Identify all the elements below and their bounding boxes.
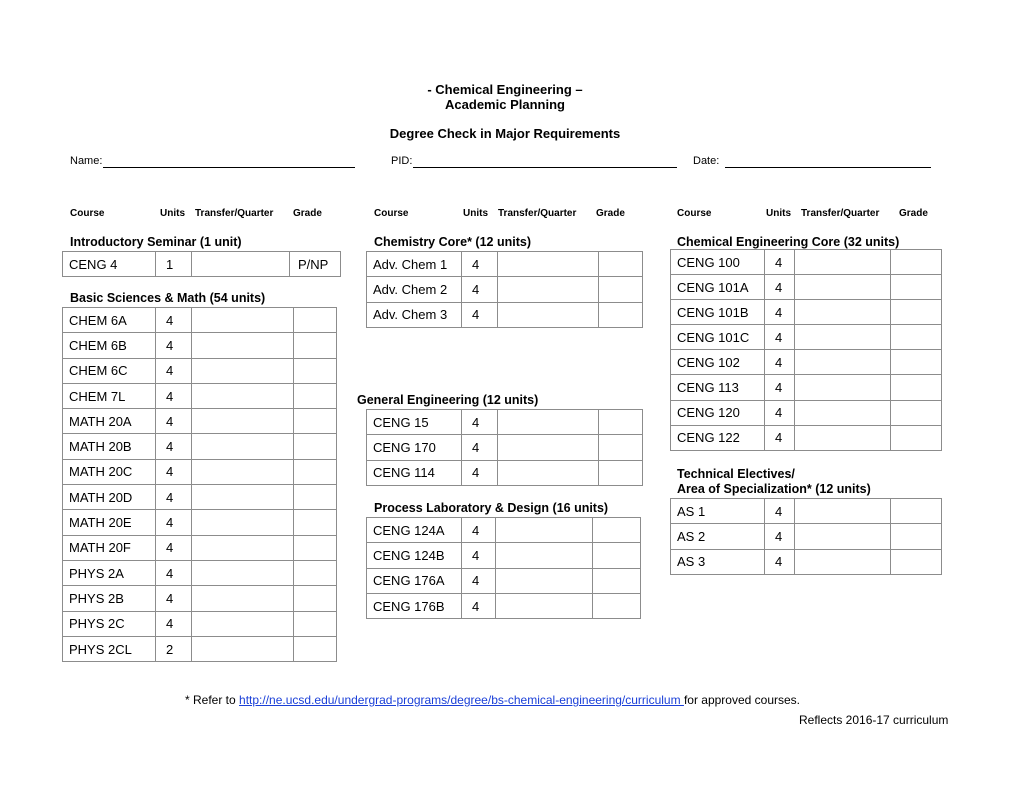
table-row — [63, 434, 337, 459]
units-cell: 4 — [156, 485, 192, 510]
table-row — [671, 250, 942, 275]
course-cell: MATH 20F — [63, 535, 156, 560]
table-row — [671, 275, 942, 300]
transfer-cell[interactable] — [192, 560, 294, 585]
grade-cell[interactable] — [891, 350, 942, 375]
pid-label: PID: — [391, 155, 413, 167]
table-row — [63, 383, 337, 408]
table-row — [671, 549, 942, 574]
grade-cell[interactable] — [593, 543, 641, 568]
units-cell: 4 — [462, 568, 496, 593]
transfer-cell[interactable] — [795, 375, 891, 400]
table-row — [671, 425, 942, 450]
units-cell: 4 — [156, 409, 192, 434]
footnote — [185, 693, 800, 707]
grade-cell[interactable] — [599, 302, 643, 327]
col-units: Units — [463, 208, 488, 219]
course-cell: CHEM 6A — [63, 308, 156, 333]
curriculum-link[interactable]: http://ne.ucsd.edu/undergrad-programs/degree/bs-chemical-engineering/curriculum — [239, 693, 684, 707]
grade-cell[interactable] — [294, 459, 337, 484]
table-gen-eng — [366, 409, 643, 486]
col-units: Units — [766, 208, 791, 219]
units-cell: 4 — [156, 510, 192, 535]
date-field[interactable] — [725, 167, 931, 168]
units-cell: 4 — [156, 434, 192, 459]
grade-cell[interactable] — [294, 510, 337, 535]
table-intro — [62, 251, 341, 277]
transfer-cell[interactable] — [496, 518, 593, 543]
course-cell: CENG 4 — [63, 252, 156, 277]
units-cell: 4 — [156, 535, 192, 560]
course-cell: PHYS 2C — [63, 611, 156, 636]
course-cell: MATH 20D — [63, 485, 156, 510]
units-cell: 4 — [765, 250, 795, 275]
course-cell: PHYS 2CL — [63, 636, 156, 661]
grade-cell[interactable] — [294, 560, 337, 585]
grade-cell[interactable] — [599, 460, 643, 485]
grade-cell[interactable] — [599, 435, 643, 460]
transfer-cell[interactable] — [192, 252, 290, 277]
name-field[interactable] — [103, 167, 355, 168]
table-row — [367, 460, 643, 485]
transfer-cell[interactable] — [192, 510, 294, 535]
course-cell: CENG 113 — [671, 375, 765, 400]
transfer-cell[interactable] — [795, 275, 891, 300]
grade-cell[interactable] — [593, 593, 641, 618]
course-cell: CENG 100 — [671, 250, 765, 275]
transfer-cell[interactable] — [795, 300, 891, 325]
units-cell: 4 — [462, 252, 498, 277]
section-title-process-lab: Process Laboratory & Design (16 units) — [374, 501, 609, 515]
grade-cell[interactable] — [891, 375, 942, 400]
curriculum-year-note: Reflects 2016-17 curriculum — [799, 713, 949, 727]
table-row — [367, 302, 643, 327]
grade-cell[interactable] — [294, 308, 337, 333]
section-title-basic: Basic Sciences & Math (54 units) — [70, 291, 266, 305]
grade-cell[interactable] — [294, 636, 337, 661]
table-row — [63, 485, 337, 510]
course-cell: AS 1 — [671, 499, 765, 524]
table-row — [367, 277, 643, 302]
units-cell: 4 — [765, 375, 795, 400]
table-row — [671, 300, 942, 325]
grade-cell[interactable] — [599, 410, 643, 435]
units-cell: 4 — [156, 333, 192, 358]
grade-cell[interactable] — [294, 611, 337, 636]
footnote-suffix: for approved courses. — [683, 693, 800, 707]
table-row — [63, 358, 337, 383]
grade-cell[interactable] — [891, 524, 942, 549]
table-process-lab — [366, 517, 641, 619]
transfer-cell[interactable] — [192, 308, 294, 333]
page-title-line1: - Chemical Engineering – — [427, 82, 583, 97]
transfer-cell[interactable] — [192, 485, 294, 510]
col-grade: Grade — [899, 208, 928, 219]
course-cell: Adv. Chem 3 — [367, 302, 462, 327]
units-cell: 4 — [462, 277, 498, 302]
transfer-cell[interactable] — [498, 435, 599, 460]
transfer-cell[interactable] — [795, 400, 891, 425]
table-row — [367, 252, 643, 277]
col-grade: Grade — [293, 208, 322, 219]
course-cell: CENG 176A — [367, 568, 462, 593]
table-row — [367, 410, 643, 435]
units-cell: 4 — [765, 325, 795, 350]
transfer-cell[interactable] — [795, 549, 891, 574]
transfer-cell[interactable] — [496, 593, 593, 618]
transfer-cell[interactable] — [192, 636, 294, 661]
units-cell: 4 — [462, 543, 496, 568]
table-row — [63, 510, 337, 535]
units-cell: 4 — [156, 308, 192, 333]
course-cell: CENG 120 — [671, 400, 765, 425]
table-row — [63, 560, 337, 585]
course-cell: Adv. Chem 1 — [367, 252, 462, 277]
table-row — [63, 333, 337, 358]
page-title-line2: Academic Planning — [445, 97, 565, 112]
units-cell: 4 — [462, 435, 498, 460]
course-cell: CENG 114 — [367, 460, 462, 485]
grade-cell[interactable] — [891, 250, 942, 275]
units-cell: 4 — [156, 383, 192, 408]
table-row — [63, 535, 337, 560]
course-cell: CHEM 6B — [63, 333, 156, 358]
table-tech-electives — [670, 498, 942, 575]
transfer-cell[interactable] — [192, 358, 294, 383]
col-grade: Grade — [596, 208, 625, 219]
course-cell: PHYS 2A — [63, 560, 156, 585]
date-label: Date: — [693, 155, 720, 167]
section-title-intro: Introductory Seminar (1 unit) — [70, 235, 242, 249]
transfer-cell[interactable] — [192, 611, 294, 636]
course-cell: CENG 101C — [671, 325, 765, 350]
units-cell: 4 — [462, 518, 496, 543]
section-title-chem-core: Chemistry Core* (12 units) — [374, 235, 531, 249]
col-transfer: Transfer/Quarter — [498, 208, 577, 219]
course-cell: MATH 20C — [63, 459, 156, 484]
table-row — [367, 518, 641, 543]
transfer-cell[interactable] — [795, 250, 891, 275]
course-cell: CENG 124B — [367, 543, 462, 568]
grade-cell[interactable] — [891, 325, 942, 350]
course-cell: CENG 15 — [367, 410, 462, 435]
section-title-tech-electives-line1: Technical Electives/ — [677, 467, 795, 481]
units-cell: 4 — [156, 358, 192, 383]
table-row — [671, 400, 942, 425]
table-row — [63, 611, 337, 636]
transfer-cell[interactable] — [192, 459, 294, 484]
course-cell: CENG 102 — [671, 350, 765, 375]
course-cell: CENG 101B — [671, 300, 765, 325]
page-subtitle: Degree Check in Major Requirements — [389, 126, 621, 141]
course-cell: MATH 20B — [63, 434, 156, 459]
table-row — [63, 409, 337, 434]
units-cell: 4 — [765, 400, 795, 425]
table-row — [63, 636, 337, 661]
grade-cell[interactable] — [294, 383, 337, 408]
units-cell: 4 — [462, 302, 498, 327]
table-row — [367, 568, 641, 593]
course-cell: CENG 176B — [367, 593, 462, 618]
units-cell: 4 — [765, 350, 795, 375]
units-cell: 4 — [462, 410, 498, 435]
grade-cell[interactable] — [891, 425, 942, 450]
table-row — [367, 435, 643, 460]
table-row — [671, 524, 942, 549]
grade-cell[interactable]: P/NP — [290, 252, 341, 277]
course-cell: CHEM 7L — [63, 383, 156, 408]
transfer-cell[interactable] — [795, 524, 891, 549]
grade-cell[interactable] — [294, 409, 337, 434]
grade-cell[interactable] — [891, 300, 942, 325]
col-course: Course — [374, 208, 409, 219]
col-units: Units — [160, 208, 185, 219]
units-cell: 1 — [156, 252, 192, 277]
table-row — [671, 499, 942, 524]
transfer-cell[interactable] — [498, 410, 599, 435]
units-cell: 4 — [462, 460, 498, 485]
grade-cell[interactable] — [593, 568, 641, 593]
col-course: Course — [677, 208, 712, 219]
grade-cell[interactable] — [891, 400, 942, 425]
transfer-cell[interactable] — [795, 325, 891, 350]
footnote-prefix: * Refer to — [185, 693, 240, 707]
grade-cell[interactable] — [294, 535, 337, 560]
units-cell: 4 — [156, 459, 192, 484]
section-title-ceng-core: Chemical Engineering Core (32 units) — [677, 235, 900, 249]
col-transfer: Transfer/Quarter — [195, 208, 274, 219]
transfer-cell[interactable] — [795, 425, 891, 450]
transfer-cell[interactable] — [795, 350, 891, 375]
grade-cell[interactable] — [599, 277, 643, 302]
course-cell: CHEM 6C — [63, 358, 156, 383]
units-cell: 4 — [156, 611, 192, 636]
transfer-cell[interactable] — [192, 535, 294, 560]
course-cell: PHYS 2B — [63, 586, 156, 611]
table-row — [63, 308, 337, 333]
course-cell: MATH 20A — [63, 409, 156, 434]
grade-cell[interactable] — [294, 485, 337, 510]
transfer-cell[interactable] — [192, 383, 294, 408]
transfer-cell[interactable] — [498, 252, 599, 277]
course-cell: CENG 122 — [671, 425, 765, 450]
course-cell: MATH 20E — [63, 510, 156, 535]
table-row — [671, 375, 942, 400]
units-cell: 4 — [156, 560, 192, 585]
grade-cell[interactable] — [599, 252, 643, 277]
course-cell: CENG 101A — [671, 275, 765, 300]
units-cell: 4 — [765, 499, 795, 524]
grade-cell[interactable] — [891, 549, 942, 574]
transfer-cell[interactable] — [498, 277, 599, 302]
table-row — [367, 593, 641, 618]
course-cell: Adv. Chem 2 — [367, 277, 462, 302]
table-row — [63, 586, 337, 611]
transfer-cell[interactable] — [496, 543, 593, 568]
course-cell: AS 2 — [671, 524, 765, 549]
transfer-cell[interactable] — [192, 586, 294, 611]
units-cell: 4 — [765, 549, 795, 574]
col-transfer: Transfer/Quarter — [801, 208, 880, 219]
units-cell: 4 — [156, 586, 192, 611]
units-cell: 2 — [156, 636, 192, 661]
grade-cell[interactable] — [891, 499, 942, 524]
units-cell: 4 — [765, 275, 795, 300]
course-cell: AS 3 — [671, 549, 765, 574]
table-row — [63, 459, 337, 484]
course-cell: CENG 124A — [367, 518, 462, 543]
section-title-gen-eng: General Engineering (12 units) — [357, 393, 539, 407]
transfer-cell[interactable] — [498, 460, 599, 485]
units-cell: 4 — [765, 425, 795, 450]
table-row — [671, 325, 942, 350]
section-title-tech-electives-line2: Area of Specialization* (12 units) — [677, 482, 871, 496]
units-cell: 4 — [765, 300, 795, 325]
table-row — [367, 543, 641, 568]
units-cell: 4 — [462, 593, 496, 618]
table-basic — [62, 307, 337, 662]
grade-cell[interactable] — [294, 434, 337, 459]
name-label: Name: — [70, 155, 103, 167]
grade-cell[interactable] — [593, 518, 641, 543]
transfer-cell[interactable] — [192, 434, 294, 459]
grade-cell[interactable] — [891, 275, 942, 300]
table-chem-core — [366, 251, 643, 328]
transfer-cell[interactable] — [192, 409, 294, 434]
col-course: Course — [70, 208, 105, 219]
units-cell: 4 — [765, 524, 795, 549]
transfer-cell[interactable] — [192, 333, 294, 358]
transfer-cell[interactable] — [496, 568, 593, 593]
table-row — [63, 252, 341, 277]
pid-field[interactable] — [413, 167, 677, 168]
grade-cell[interactable] — [294, 586, 337, 611]
grade-cell[interactable] — [294, 333, 337, 358]
table-ceng-core — [670, 249, 942, 451]
table-row — [671, 350, 942, 375]
transfer-cell[interactable] — [498, 302, 599, 327]
transfer-cell[interactable] — [795, 499, 891, 524]
grade-cell[interactable] — [294, 358, 337, 383]
course-cell: CENG 170 — [367, 435, 462, 460]
